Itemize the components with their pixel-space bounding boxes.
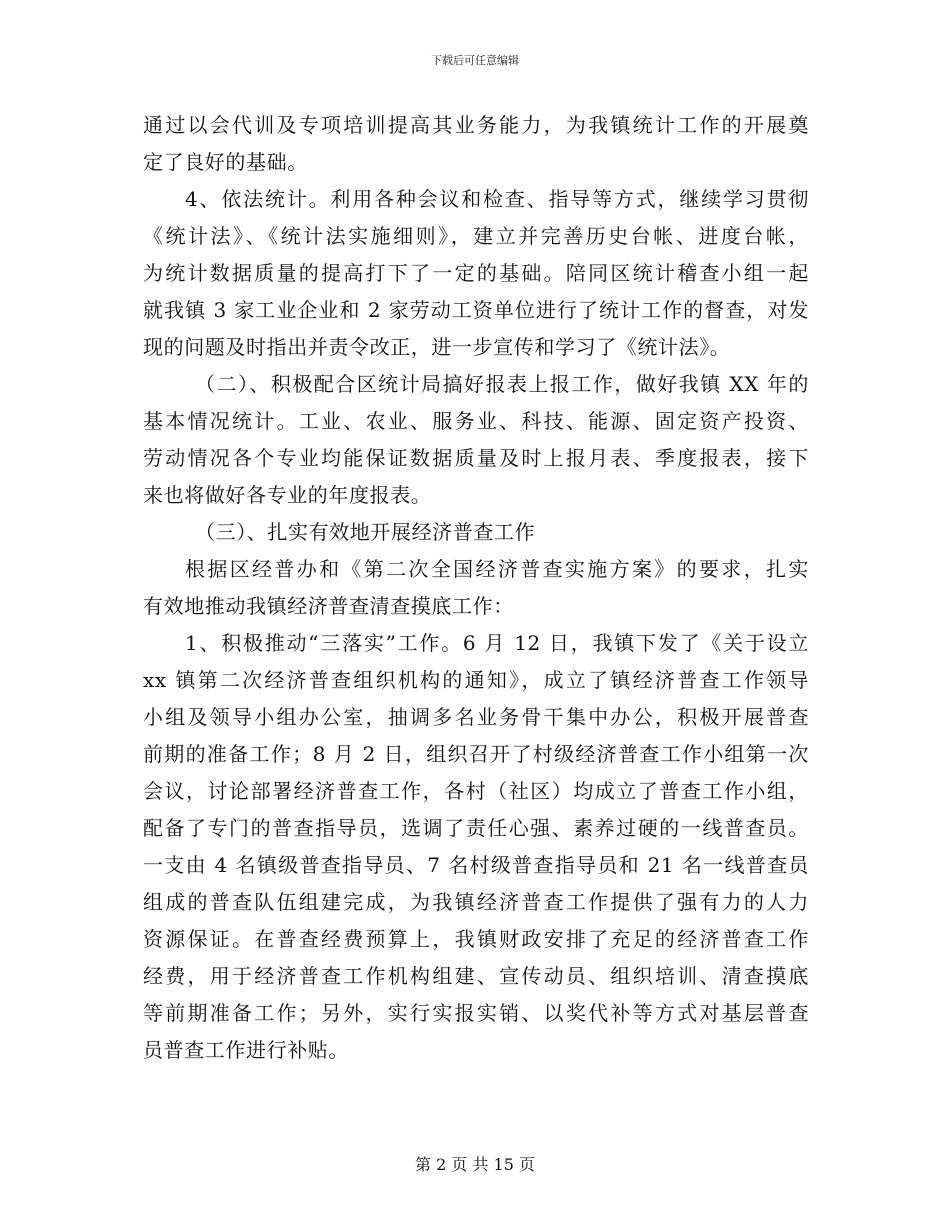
body-line: 前期的准备工作；8 月 2 日，组织召开了村级经济普查工作小组第一次 (143, 742, 809, 766)
body-line: 根据区经普办和《第二次全国经济普查实施方案》的要求，扎实 (185, 557, 809, 581)
body-line: 小组及领导小组办公室，抽调多名业务骨干集中办公，积极开展普查 (143, 705, 809, 729)
body-line: 4、依法统计。利用各种会议和检查、指导等方式，继续学习贯彻 (185, 187, 809, 211)
body-line: 就我镇 3 家工业企业和 2 家劳动工资单位进行了统计工作的督查，对发 (143, 298, 809, 322)
body-line: 经费，用于经济普查工作机构组建、宣传动员、组织培训、清查摸底 (143, 964, 809, 988)
body-line: 为统计数据质量的提高打下了一定的基础。陪同区统计稽查小组一起 (143, 261, 809, 285)
body-line: 一支由 4 名镇级普查指导员、7 名村级普查指导员和 21 名一线普查员 (143, 853, 809, 877)
page-header-note: 下载后可任意编辑 (431, 54, 519, 67)
body-line: 资源保证。在普查经费预算上，我镇财政安排了充足的经济普查工作 (143, 927, 809, 951)
body-line: 会议，讨论部署经济普查工作，各村（社区）均成立了普查工作小组， (143, 779, 809, 803)
body-line: xx 镇第二次经济普查组织机构的通知》，成立了镇经济普查工作领导 (143, 668, 809, 692)
document-body (143, 107, 809, 1069)
body-line: 劳动情况各个专业均能保证数据质量及时上报月表、季度报表，接下 (143, 446, 809, 470)
body-line: 来也将做好各专业的年度报表。 (143, 483, 432, 507)
body-line: 现的问题及时指出并责令改正，进一步宣传和学习了《统计法》。 (143, 335, 731, 359)
body-line: 定了良好的基础。 (143, 150, 308, 174)
body-line: 1、积极推动“三落实”工作。6 月 12 日，我镇下发了《关于设立 (185, 631, 809, 655)
body-line: 有效地推动我镇经济普查清查摸底工作： (143, 594, 514, 618)
body-line: （二）、积极配合区统计局搞好报表上报工作，做好我镇 XX 年的 (195, 372, 809, 396)
body-line: 组成的普查队伍组建完成，为我镇经济普查工作提供了强有力的人力 (143, 890, 809, 914)
section-heading: （三）、扎实有效地开展经济普查工作 (195, 520, 536, 544)
body-line: 等前期准备工作；另外，实行实报实销、以奖代补等方式对基层普查 (143, 1001, 809, 1025)
page-number: 第 2 页 共 15 页 (415, 1155, 535, 1174)
body-line: 《统计法》、《统计法实施细则》，建立并完善历史台帐、进度台帐， (143, 224, 809, 248)
body-line: 通过以会代训及专项培训提高其业务能力，为我镇统计工作的开展奠 (143, 113, 809, 137)
body-line: 员普查工作进行补贴。 (143, 1038, 349, 1062)
body-line: 配备了专门的普查指导员，选调了责任心强、素养过硬的一线普查员。 (143, 816, 809, 840)
body-line: 基本情况统计。工业、农业、服务业、科技、能源、固定资产投资、 (143, 409, 809, 433)
